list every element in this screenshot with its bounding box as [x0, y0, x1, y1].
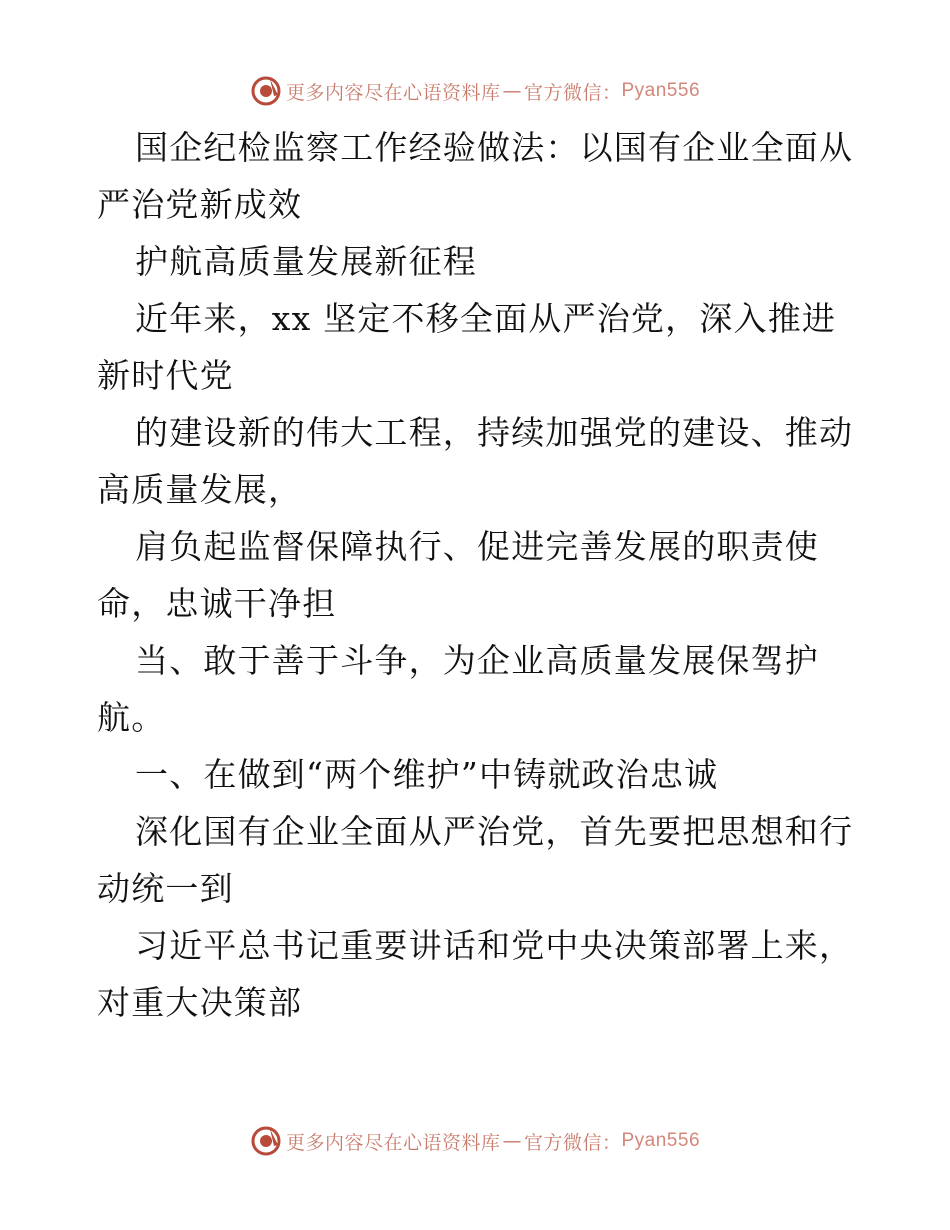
- footer-watermark: [0, 1121, 950, 1161]
- section-heading: 一、在做到“两个维护”中铸就政治忠诚: [135, 755, 719, 794]
- paragraph-subtitle: 护航高质量发展新征程: [135, 242, 477, 281]
- watermark-text: 更多内容尽在心语资料库: [285, 81, 501, 104]
- paragraph: 近年来，xx 坚定不移全面从严治党，深入推进新时代党: [97, 299, 837, 395]
- paragraph: 当、敢于善于斗争，为企业高质量发展保驾护航。: [97, 641, 819, 737]
- paragraph: 肩负起监督保障执行、促进完善发展的职责使命，忠诚干净担: [97, 527, 819, 623]
- watermark-dash: —: [502, 1130, 522, 1152]
- watermark-label: 官方微信：: [523, 1131, 622, 1154]
- watermark-text: 更多内容尽在心语资料库: [285, 1131, 501, 1154]
- paragraph: 习近平总书记重要讲话和党中央决策部署上来，对重大决策部: [97, 926, 854, 1022]
- logo-icon: [250, 1125, 282, 1157]
- watermark-id: Pyan556: [621, 80, 701, 101]
- watermark-label: 官方微信：: [523, 81, 622, 104]
- paragraph: 深化国有企业全面从严治党，首先要把思想和行动统一到: [97, 812, 854, 908]
- paragraph: 的建设新的伟大工程，持续加强党的建设、推动高质量发展，: [97, 413, 854, 509]
- watermark-dash: —: [502, 80, 522, 102]
- logo-icon: [250, 75, 282, 107]
- document-body: [97, 119, 857, 1031]
- paragraph-title: 国企纪检监察工作经验做法：以国有企业全面从严治党新成效: [97, 128, 854, 224]
- header-watermark: [0, 71, 950, 111]
- watermark-id: Pyan556: [621, 1130, 701, 1151]
